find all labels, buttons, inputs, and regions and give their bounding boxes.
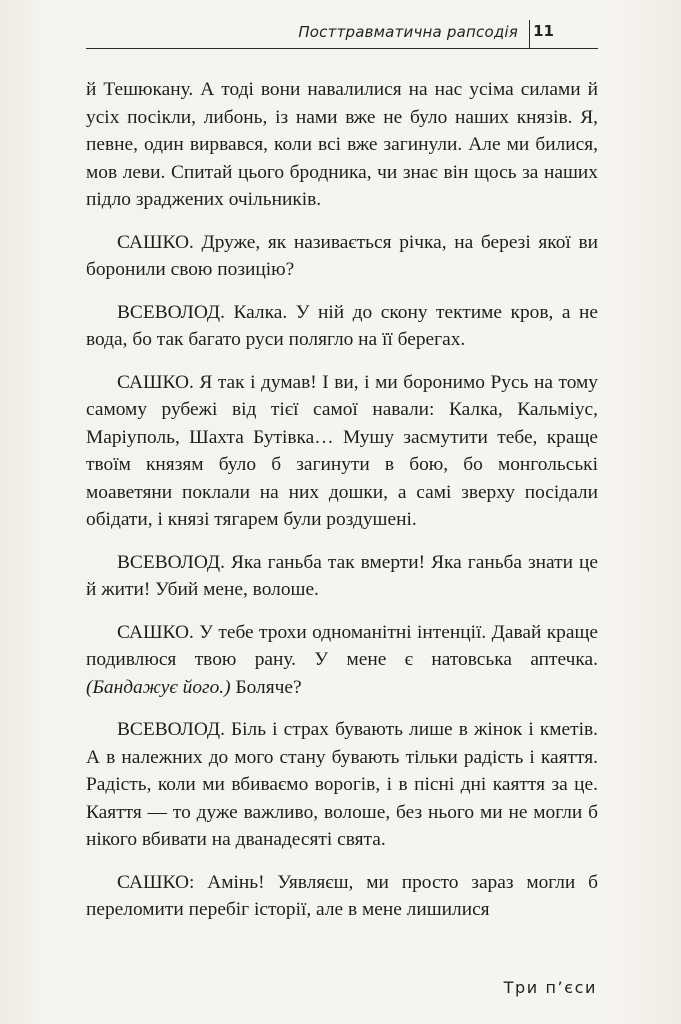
paragraph: ВСЕВОЛОД. Біль і страх бувають лише в жінок і кметів. А в належних до мого стану бувають тільки радість і каяття. Радість, коли ми вбиваємо ворогів, і в пісні дні каяття за це. Каяття — то дуже важливо, волоше, без нього ми не могли б нікого вбивати на дванадесяті свята. — [86, 719, 598, 850]
paragraph: САШКО: Амінь! Уявляєш, ми просто зараз могли б переломити перебіг історії, але в мене лишилися — [86, 871, 598, 920]
paragraph: ВСЕВОЛОД. Яка ганьба так вмерти! Яка ганьба знати це й жити! Убий мене, волоше. — [86, 551, 598, 600]
running-title: Посттравматична рапсодія — [298, 23, 518, 41]
page-header — [86, 18, 598, 49]
paragraph-text: САШКО. У тебе трохи одноманітні інтенції. Давай краще подивлюся твою рану. У мене є натовська аптечка. — [86, 621, 598, 670]
paragraph: й Тешюкану. А тоді вони навалилися на нас усіма силами й усіх посікли, либонь, із нами вже не було наших князів. Я, певне, один вирвався, коли всі вже загинули. Але ми билися, мов леви. Спитай цього бродника, чи знає він щось за наших підло зраджених очільників. — [86, 79, 598, 210]
body-text — [86, 76, 598, 939]
paragraph — [86, 619, 598, 702]
header-separator — [529, 20, 531, 48]
book-title-footer: Три п’єси — [503, 978, 597, 997]
stage-direction: (Бандажує його.) — [86, 676, 231, 698]
paragraph-text: Боляче? — [230, 676, 302, 698]
paragraph: ВСЕВОЛОД. Калка. У ній до скону тектиме кров, а не вода, бо так багато руси полягло на її берегах. — [86, 301, 598, 350]
paragraph: САШКО. Друже, як називається річка, на березі якої ви боронили свою позицію? — [86, 231, 598, 280]
paragraph: САШКО. Я так і думав! І ви, і ми боронимо Русь на тому самому рубежі від тієї самої навали: Калка, Кальміус, Маріуполь, Шахта Бутівка… Мушу засмутити тебе, краще твоїм князям було б загинути в бою, бо монгольські моаветяни поклали на них дошки, а самі зверху посідали обідати, і князі тягарем були роздушені. — [86, 371, 598, 530]
page-number: 11 — [533, 22, 554, 40]
